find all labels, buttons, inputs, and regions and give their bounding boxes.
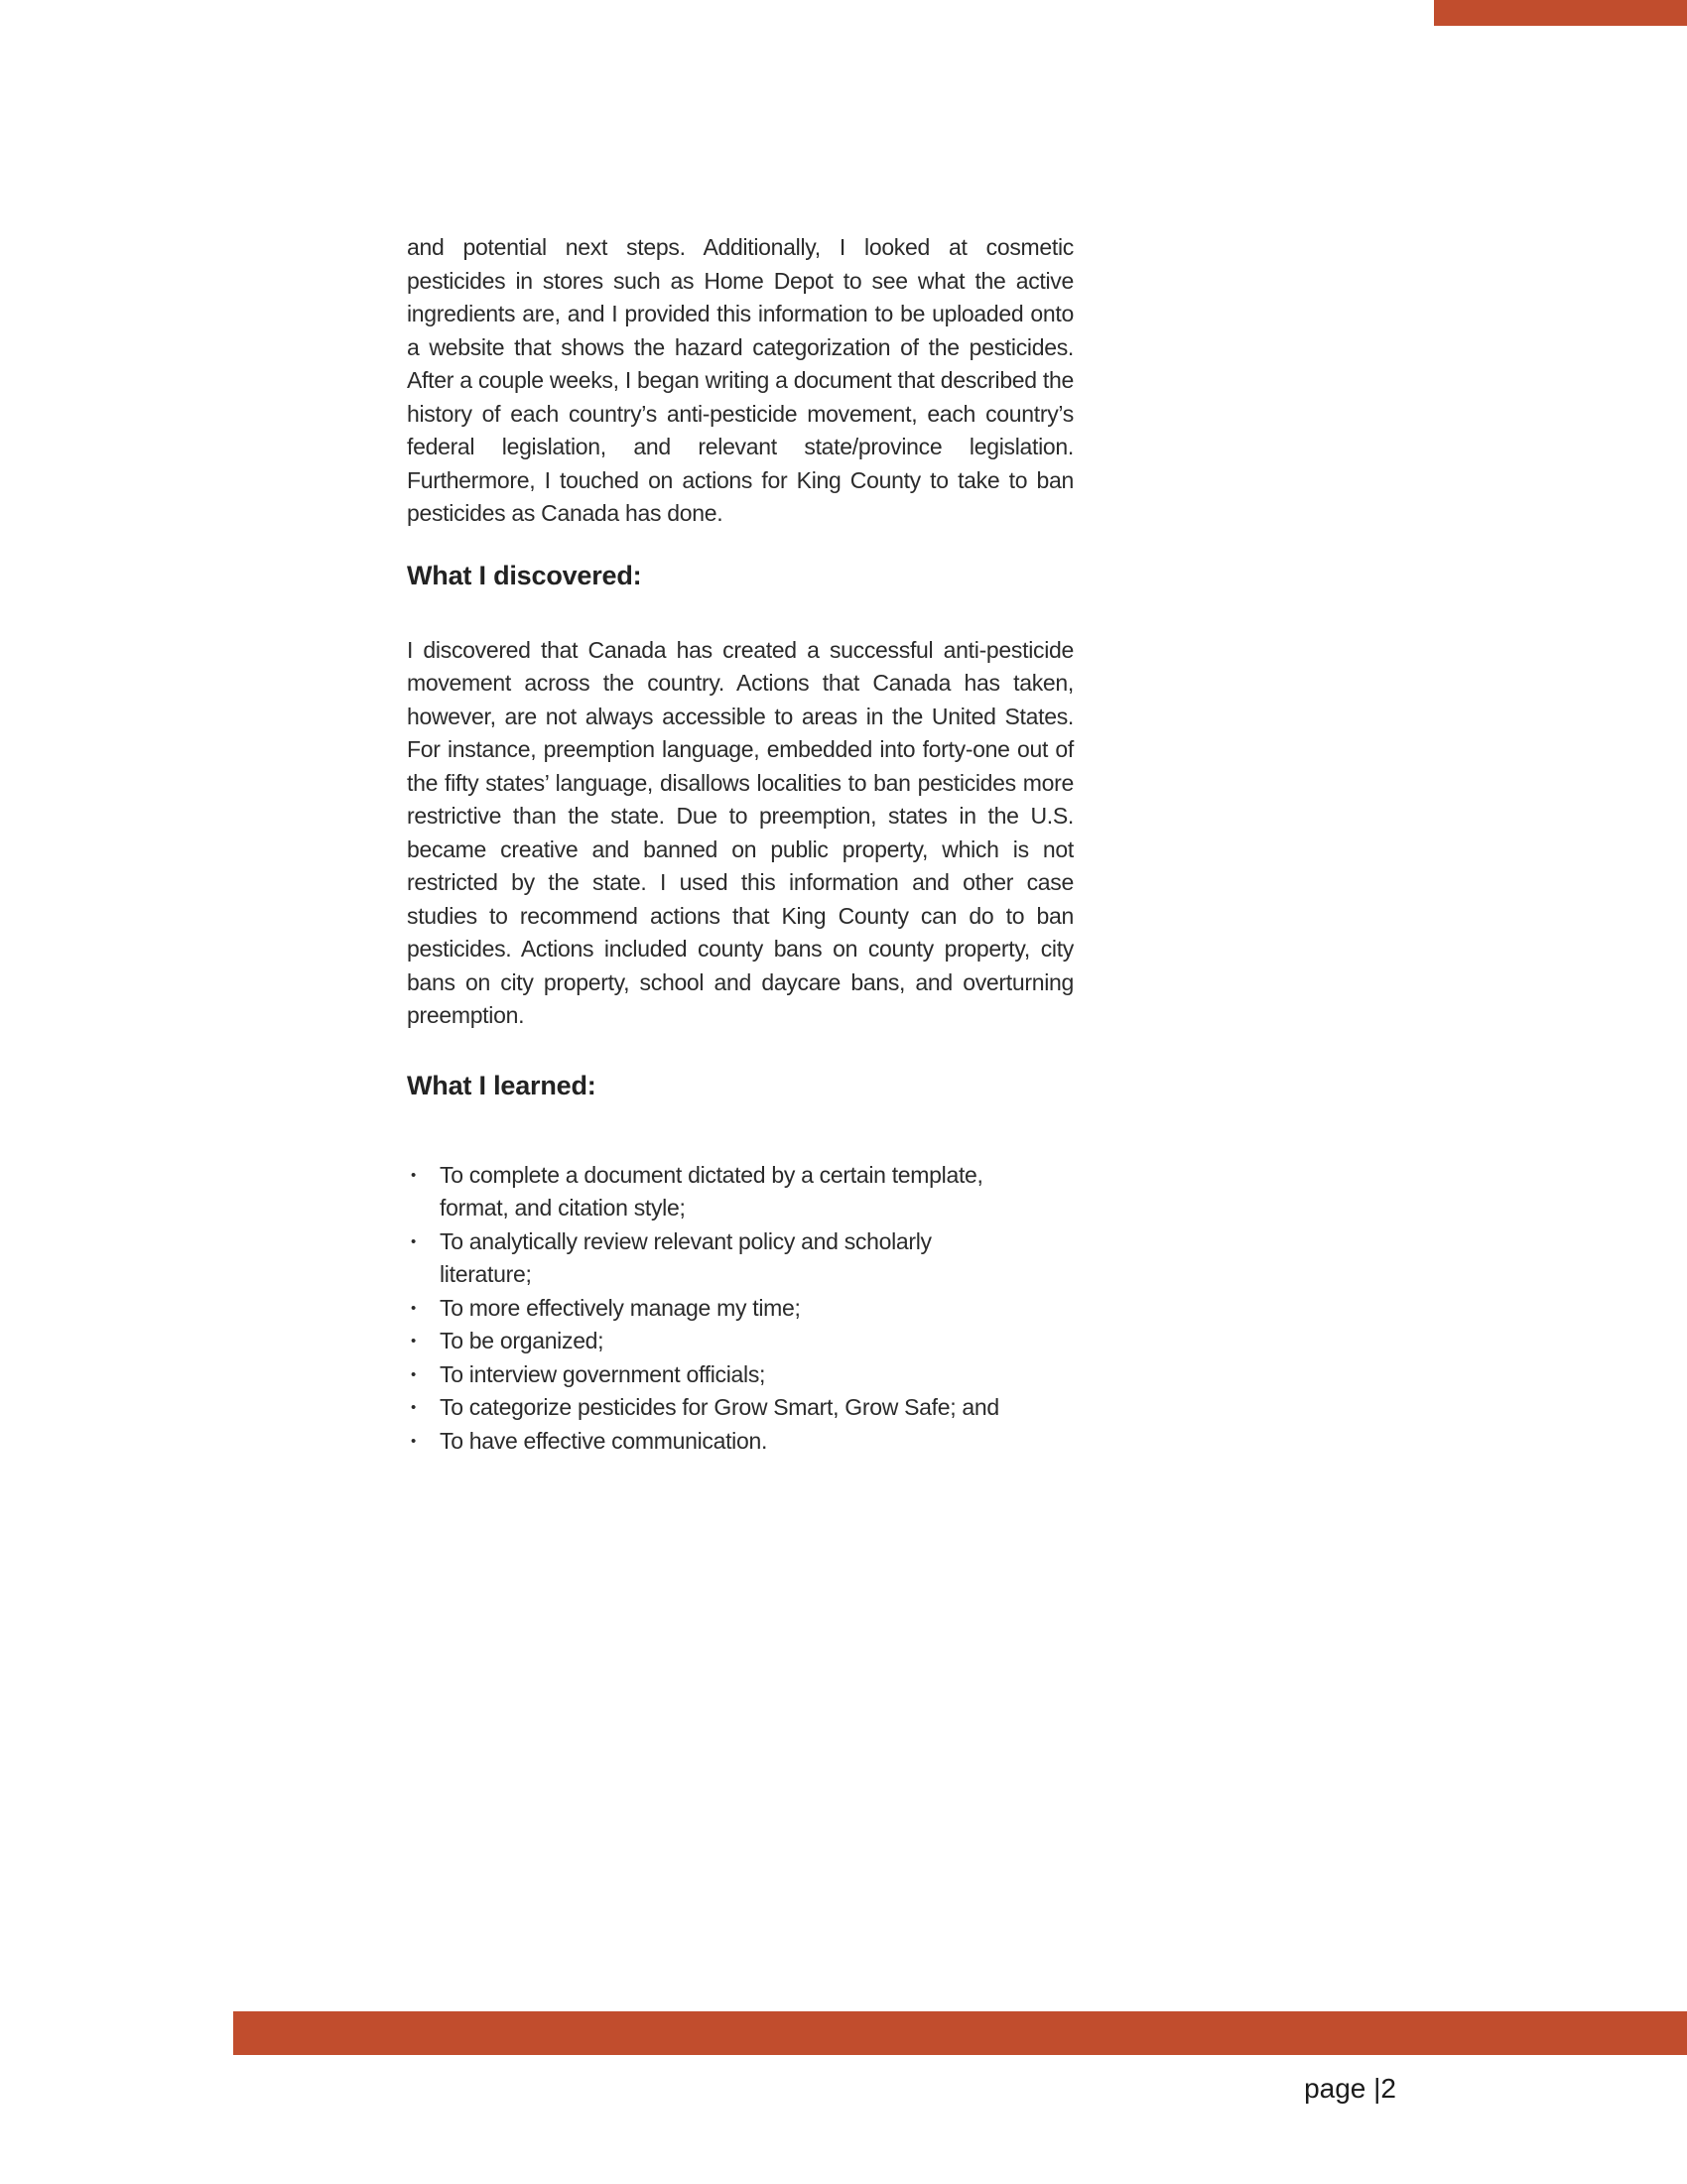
heading-what-i-discovered: What I discovered: <box>407 560 642 590</box>
bullet-icon: • <box>411 1399 417 1416</box>
list-item <box>407 1292 1074 1326</box>
heading-what-i-learned: What I learned: <box>407 1070 596 1100</box>
list-item <box>407 1425 1074 1459</box>
footer-accent-bar <box>233 2011 1687 2055</box>
list-item <box>407 1325 1074 1358</box>
page-number: page |2 <box>1304 2073 1396 2104</box>
list-item-text: To categorize pesticides for Grow Smart, Grow Safe; and <box>440 1394 999 1420</box>
paragraph-intro: and potential next steps. Additionally, I looked at cosmetic pesticides in stores such as Home Depot to see what the active ingredients are, and I provided this information to be uploaded onto a website that shows the hazard categorization of the pesticides. After a couple weeks, I began writing a document that described the history of each country’s anti-pesticide movement, each country’s federal legislation, and relevant state/province legislation. Furthermore, I touched on actions for King County to take to ban pesticides as Canada has done. <box>407 234 1074 526</box>
bullet-icon: • <box>411 1432 417 1450</box>
list-item <box>407 1358 1074 1392</box>
bullet-icon: • <box>411 1232 417 1250</box>
bullet-icon: • <box>411 1333 417 1349</box>
list-item <box>407 1225 1074 1292</box>
list-item-text: To have effective communication. <box>440 1427 768 1454</box>
list-item <box>407 1159 1074 1225</box>
page-content <box>407 231 1074 1458</box>
list-item-text: To interview government officials; <box>440 1360 766 1387</box>
learned-list <box>407 1159 1074 1459</box>
list-item-text: To be organized; <box>440 1328 604 1353</box>
paragraph-what-i-discovered: I discovered that Canada has created a successful anti-pesticide movement across the country. Actions that Canada has taken, however, are not always accessible to areas in the United States. For instance, preemption language, embedded into forty-one out of the fifty states’ language, disallows localities to ban pesticides more restrictive than the state. Due to preemption, states in the U.S. became creative and banned on public property, which is not restricted by the state. I used this information and other case studies to recommend actions that King County can do to ban pesticides. Actions included county bans on county property, city bans on city property, school and daycare bans, and overturning preemption. <box>407 636 1074 1028</box>
bullet-icon: • <box>411 1166 417 1184</box>
list-item-text: To complete a document dictated by a certain template, format, and citation style; <box>440 1161 983 1220</box>
list-item-text: To more effectively manage my time; <box>440 1294 801 1321</box>
list-item <box>407 1391 1074 1425</box>
top-accent-bar <box>1434 0 1687 26</box>
list-item-text: To analytically review relevant policy and scholarly literature; <box>440 1227 932 1287</box>
bullet-icon: • <box>411 1365 417 1383</box>
bullet-icon: • <box>411 1299 417 1317</box>
